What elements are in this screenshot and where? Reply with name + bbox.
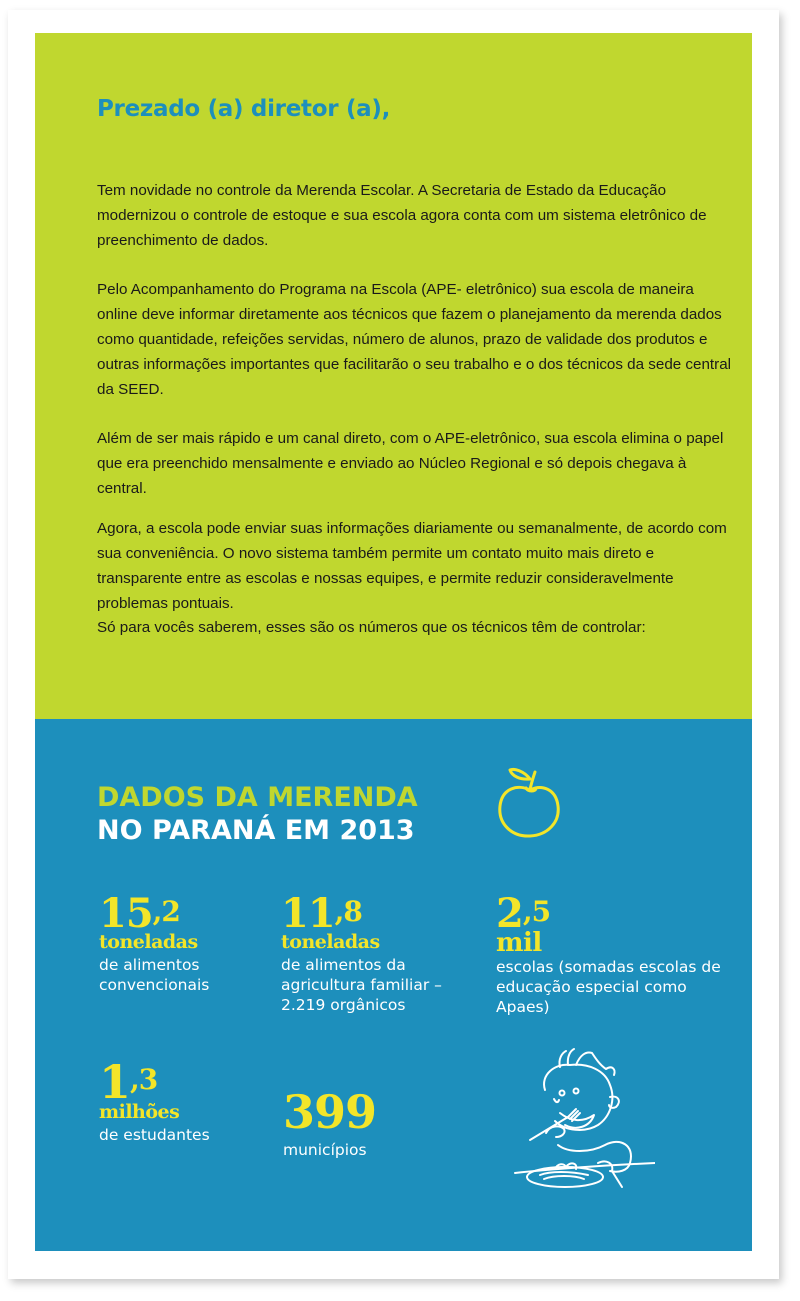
data-title-line-2: NO PARANÁ EM 2013 — [97, 815, 415, 846]
stat-description: de alimentos convencionais — [99, 956, 210, 994]
stat-value: $11^{,8}$ — [281, 890, 362, 937]
stat-unit: toneladas — [99, 931, 198, 953]
stat-value: 399 — [283, 1085, 377, 1139]
stat-students — [99, 1055, 279, 1145]
stat-value: $1^{,3}$ — [99, 1055, 158, 1109]
stat-description: escolas (somadas escolas de educação especial como Apaes) — [496, 958, 721, 1016]
stat-value: $15^{,2}$ — [99, 890, 180, 937]
stat-value: $2^{,5}$ — [496, 890, 551, 937]
stat-food-conventional — [99, 890, 279, 995]
stat-schools — [496, 890, 726, 1017]
child-eating-illustration — [510, 1045, 655, 1195]
data-title-line-1: DADOS DA MERENDA — [97, 782, 418, 813]
stat-food-family-farming — [281, 890, 481, 1015]
letter-paragraph-5: Só para vocês saberem, esses são os números que os técnicos têm de controlar: — [97, 619, 646, 636]
stat-unit: toneladas — [281, 931, 380, 953]
stat-description: de estudantes — [99, 1126, 210, 1144]
apple-icon — [490, 762, 570, 842]
letter-paragraph-2: Pelo Acompanhamento do Programa na Escola (APE- eletrônico) sua escola de maneira online deve informar diretamente aos técnicos que fazem o planejamento da merenda dados como quantidade, refeições servidas, número de alunos, prazo de validade dos produtos e outras informações importantes que facilitarão o seu trabalho e o dos técnicos da sede central da SEED. — [97, 281, 732, 398]
letter-paragraph-1: Tem novidade no controle da Merenda Escolar. A Secretaria de Estado da Educação modernizou o controle de estoque e sua escola agora conta com um sistema eletrônico de preenchimento de dados. — [97, 182, 707, 249]
greeting-heading: Prezado (a) diretor (a), — [97, 96, 391, 122]
letter-paragraph-3: Além de ser mais rápido e um canal direto, com o APE-eletrônico, sua escola elimina o papel que era preenchido mensalmente e enviado ao Núcleo Regional e só depois chegava à central. — [97, 430, 724, 497]
stat-unit: mil — [496, 928, 542, 958]
stat-unit: milhões — [99, 1101, 180, 1123]
stat-description: municípios — [283, 1141, 367, 1159]
stat-municipalities — [283, 1085, 443, 1160]
stat-description: de alimentos da agricultura familiar – 2.219 orgânicos — [281, 956, 442, 1014]
letter-paragraph-4: Agora, a escola pode enviar suas informações diariamente ou semanalmente, de acordo com sua conveniência. O novo sistema também permite um contato muito mais direto e transparente entre as escolas e nossas equipes, e permite reduzir consideravelmente problemas pontuais. — [97, 520, 727, 612]
